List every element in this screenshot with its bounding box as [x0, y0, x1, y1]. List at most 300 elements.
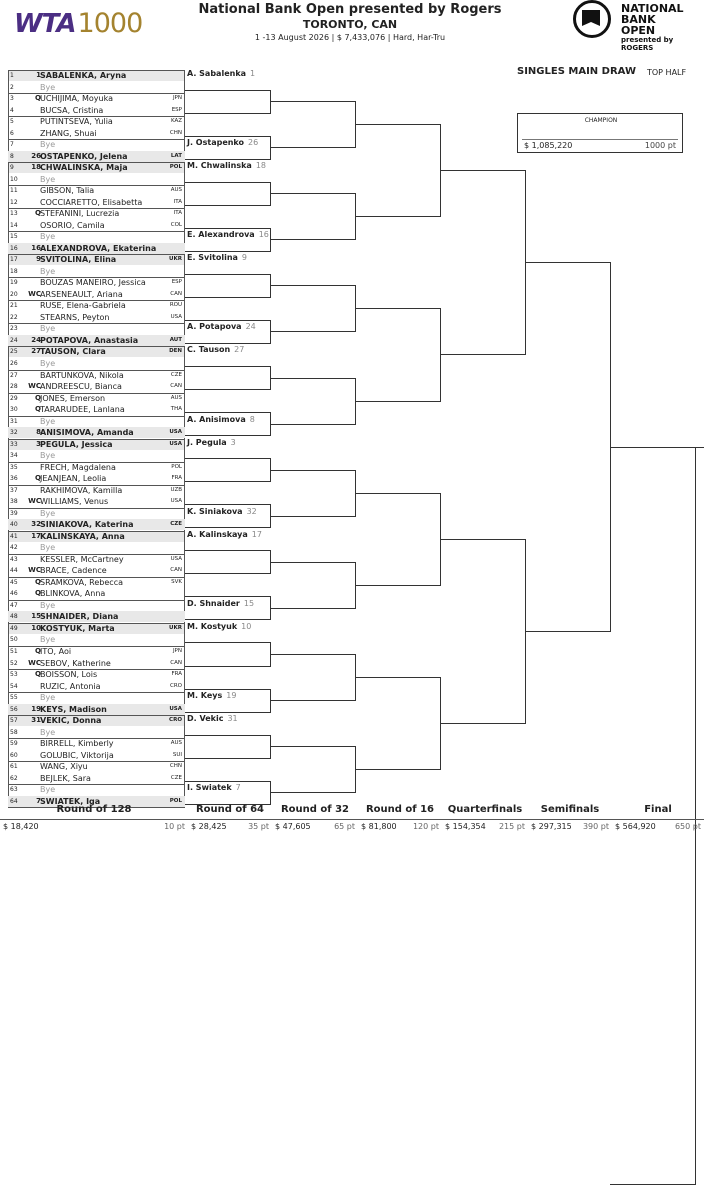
draw-position-number: 34: [10, 452, 18, 460]
footer-points: 120 pt: [412, 822, 439, 831]
player-name: ITO, Aoi: [40, 647, 72, 656]
draw-position-number: 33: [10, 440, 18, 448]
bracket-line: [185, 550, 270, 551]
bracket-line: [185, 343, 270, 344]
round2-winner: [187, 230, 269, 240]
draw-position-number: 6: [10, 129, 14, 137]
draw-position-number: 37: [10, 486, 18, 494]
seed-or-entry-status: 27: [31, 347, 41, 356]
country-code: ESP: [171, 106, 182, 113]
footer-round-name: Semifinals: [540, 804, 600, 815]
draw-position-number: 60: [10, 751, 18, 759]
draw-position-number: 8: [10, 152, 14, 160]
draw-position-number: 55: [10, 694, 18, 702]
draw-position-number: 64: [10, 797, 18, 805]
winner-name: M. Kostyuk: [187, 621, 238, 631]
draw-position-number: 31: [10, 417, 18, 425]
country-code: CZE: [170, 521, 182, 528]
seed-or-entry-status: 18: [31, 163, 41, 172]
footer-points: 390 pt: [582, 822, 609, 831]
seed-or-entry-status: WC: [28, 566, 41, 575]
round2-winner: [187, 161, 266, 171]
footer-prize: $ 297,315: [531, 822, 572, 831]
draw-position-number: 13: [10, 210, 18, 218]
draw-slot: [8, 773, 185, 784]
draw-position-number: 14: [10, 221, 18, 229]
seed-or-entry-status: Q: [35, 647, 41, 655]
draw-position-number: 35: [10, 463, 18, 471]
country-code: ESP: [171, 279, 182, 286]
player-name: SWIATEK, Iga: [40, 796, 101, 806]
player-name: Bye: [40, 785, 56, 795]
draw-position-number: 1: [10, 72, 14, 79]
player-name: WILLIAMS, Venus: [40, 497, 109, 507]
bracket-line: [355, 769, 440, 770]
footer-prize: $ 81,800: [361, 822, 397, 831]
sponsor-subtitle: presented by ROGERS: [621, 36, 674, 52]
round2-winner: [187, 138, 258, 148]
country-code: USA: [170, 498, 182, 505]
draw-slot: [8, 427, 185, 438]
footer-points: 35 pt: [248, 822, 269, 831]
player-name: SRAMKOVA, Rebecca: [40, 577, 123, 587]
footer-prize: $ 47,605: [275, 822, 311, 831]
winner-seed: 19: [226, 691, 237, 701]
sponsor-name-line: NATIONAL: [621, 2, 684, 15]
bracket-line: [185, 689, 270, 690]
player-name: GIBSON, Talia: [40, 186, 95, 196]
bracket-line: [355, 124, 440, 125]
bracket-line: [440, 354, 525, 355]
winner-seed: 27: [234, 345, 245, 355]
champion-points: 1000 pt: [644, 141, 676, 150]
player-name: SVITOLINA, Elina: [40, 255, 117, 265]
footer-round-name: Round of 32: [280, 804, 350, 815]
player-name: TARARUDEE, Lanlana: [40, 405, 125, 415]
draw-position-number: 38: [10, 498, 18, 506]
draw-position-number: 51: [10, 648, 18, 655]
draw-slot: [8, 220, 185, 231]
draw-slot: [8, 565, 185, 576]
draw-position-number: 30: [10, 406, 18, 414]
country-code: CAN: [170, 659, 182, 666]
country-code: SVK: [171, 578, 182, 585]
winner-name: E. Alexandrova: [187, 230, 255, 240]
logo-number: 1000: [77, 8, 143, 39]
bracket-line: [185, 435, 270, 436]
winner-name: M. Keys: [187, 691, 223, 701]
country-code: USA: [169, 705, 182, 712]
player-name: Bye: [40, 635, 56, 645]
footer-round-column: [528, 802, 612, 838]
round2-winner: [187, 530, 262, 540]
footer-divider: [612, 819, 704, 820]
country-code: AUS: [170, 740, 182, 747]
winner-name: J. Pegula: [187, 437, 227, 447]
country-code: CAN: [170, 567, 182, 574]
country-code: CRO: [170, 682, 182, 689]
bracket-line: [185, 412, 270, 413]
bracket-line: [185, 527, 270, 528]
draw-position-number: 4: [10, 106, 14, 114]
draw-slot: [8, 519, 185, 530]
player-name: SABALENKA, Aryna: [40, 71, 127, 80]
seed-or-entry-status: 9: [36, 255, 41, 264]
footer-round-column: [612, 802, 704, 838]
draw-slot: [8, 312, 185, 323]
bracket-line: [185, 712, 270, 713]
player-name: Bye: [40, 359, 56, 368]
footer-round-name: Round of 64: [195, 804, 265, 815]
player-name: ANDREESCU, Bianca: [40, 382, 122, 392]
player-name: SEBOV, Katherine: [40, 658, 111, 668]
bracket-line: [270, 700, 355, 701]
bracket-line: [270, 424, 355, 425]
country-code: USA: [170, 313, 182, 320]
winner-seed: 26: [248, 138, 259, 148]
bracket-line: [270, 101, 355, 102]
bracket-line: [185, 113, 270, 114]
draw-position-number: 21: [10, 302, 18, 310]
footer-prize: $ 564,920: [615, 822, 656, 831]
champion-prize: $ 1,085,220: [524, 141, 573, 150]
draw-position-number: 56: [10, 705, 18, 713]
bracket-line: [270, 608, 355, 609]
player-name: POTAPOVA, Anastasia: [40, 335, 139, 345]
draw-slot: [8, 335, 185, 346]
country-code: ITA: [173, 210, 182, 217]
footer-round-column: [188, 802, 272, 838]
country-code: CHN: [169, 763, 182, 770]
seed-or-entry-status: 31: [31, 716, 41, 725]
bracket-line: [270, 470, 355, 471]
seed-or-entry-status: Q: [35, 209, 41, 218]
draw-position-number: 22: [10, 313, 18, 321]
player-name: Bye: [40, 727, 56, 737]
country-code: POL: [171, 463, 182, 470]
seed-or-entry-status: 17: [31, 531, 41, 540]
round2-winner: [187, 599, 254, 609]
footer-round-column: [358, 802, 442, 838]
country-code: USA: [169, 440, 182, 447]
bracket-line: [185, 136, 270, 137]
round2-winner: [187, 783, 241, 793]
draw-position-number: 59: [10, 740, 18, 748]
tournament-info: 1 -13 August 2026 | $ 7,433,076 | Hard, Har-Tru: [254, 33, 446, 42]
country-code: FRA: [171, 671, 182, 678]
player-name: FRECH, Magdalena: [40, 462, 116, 472]
draw-slot: [8, 681, 185, 692]
round2-winner: [187, 253, 247, 263]
bracket-line: [270, 193, 355, 194]
sponsor-name-line: OPEN: [621, 24, 656, 37]
draw-slot: [8, 611, 185, 622]
winner-name: I. Swiatek: [187, 783, 232, 793]
footer-divider: [442, 819, 528, 820]
bracket-line: [185, 458, 270, 459]
seed-or-entry-status: 24: [31, 335, 41, 344]
seed-or-entry-status: Q: [35, 577, 41, 586]
round2-winner: [187, 622, 251, 632]
draw-position-number: 36: [10, 475, 18, 483]
seed-or-entry-status: 26: [31, 151, 41, 160]
round2-winner: [187, 438, 236, 448]
draw-position-number: 5: [10, 118, 14, 126]
player-name: UCHIJIMA, Moyuka: [40, 94, 113, 104]
footer-divider: [358, 819, 442, 820]
player-name: ANISIMOVA, Amanda: [40, 428, 134, 438]
player-name: ALEXANDROVA, Ekaterina: [40, 243, 157, 253]
draw-slot: [8, 266, 185, 277]
winner-seed: 9: [241, 253, 247, 263]
draw-position-number: 40: [10, 521, 18, 529]
bracket-line: [525, 631, 610, 632]
draw-position-number: 11: [10, 187, 18, 195]
bracket-line: [185, 205, 270, 206]
seed-or-entry-status: Q: [35, 393, 41, 402]
winner-name: A. Sabalenka: [187, 69, 247, 78]
seed-or-entry-status: 32: [31, 520, 41, 529]
country-code: JPN: [172, 648, 182, 654]
footer-points: 215 pt: [498, 822, 525, 831]
country-code: AUS: [170, 187, 182, 194]
country-code: FRA: [171, 475, 182, 482]
country-code: AUS: [170, 394, 182, 401]
draw-position-number: 52: [10, 659, 18, 667]
player-name: Bye: [40, 600, 56, 610]
player-name: Bye: [40, 451, 56, 461]
player-name: BIRRELL, Kimberly: [40, 739, 114, 749]
player-name: RAKHIMOVA, Kamilla: [40, 485, 123, 495]
seed-or-entry-status: Q: [35, 94, 41, 103]
bracket-line: [270, 331, 355, 332]
seed-or-entry-status: Q: [35, 589, 41, 598]
country-code: CRO: [169, 717, 182, 724]
player-name: ARSENEAULT, Ariana: [40, 289, 123, 299]
player-name: Bye: [40, 232, 56, 242]
country-code: AUT: [169, 336, 182, 343]
footer-round-column: [442, 802, 528, 838]
draw-position-number: 44: [10, 567, 18, 575]
winner-seed: 17: [251, 529, 262, 539]
draw-position-number: 58: [10, 728, 18, 736]
draw-slot: [8, 381, 185, 392]
draw-position-number: 20: [10, 290, 18, 298]
draw-position-number: 3: [10, 95, 14, 103]
player-name: KALINSKAYA, Anna: [40, 531, 125, 541]
player-name: RUZIC, Antonia: [40, 681, 101, 691]
bracket-line: [185, 596, 270, 597]
player-name: RUSE, Elena-Gabriela: [40, 301, 126, 311]
seed-or-entry-status: Q: [35, 474, 41, 483]
bracket-line: [185, 274, 270, 275]
seed-or-entry-status: 7: [36, 796, 41, 805]
player-name: JEANJEAN, Leolia: [40, 474, 107, 484]
draw-position-number: 42: [10, 544, 18, 552]
player-name: BOUZAS MANEIRO, Jessica: [40, 278, 146, 288]
draw-slot: [8, 82, 185, 93]
bracket-line: [355, 585, 440, 586]
draw-slot: [8, 105, 185, 116]
bracket-line: [525, 262, 610, 263]
winner-seed: 18: [255, 161, 266, 171]
winner-name: C. Tauson: [187, 345, 231, 355]
country-code: ROU: [169, 302, 182, 309]
player-name: JONES, Emerson: [40, 393, 106, 403]
country-code: ITA: [173, 198, 182, 205]
footer-round-name: Final: [644, 804, 672, 815]
country-code: KAZ: [170, 118, 182, 125]
country-code: CAN: [170, 290, 182, 297]
winner-seed: 16: [258, 230, 269, 240]
seed-or-entry-status: 10: [31, 623, 41, 632]
draw-slot: [8, 588, 185, 599]
draw-position-number: 48: [10, 613, 18, 621]
bracket-line: [440, 723, 525, 724]
draw-position-number: 26: [10, 360, 18, 367]
footer-round-column: [0, 802, 188, 838]
player-name: Bye: [40, 543, 56, 553]
player-name: BUCSA, Cristina: [40, 105, 104, 115]
country-code: UZB: [170, 486, 182, 493]
winner-name: J. Ostapenko: [187, 138, 245, 148]
bracket-line: [185, 366, 270, 367]
country-code: COL: [170, 221, 182, 228]
draw-position-number: 25: [10, 348, 18, 356]
winner-name: E. Svitolina: [187, 253, 238, 263]
draw-position-number: 47: [10, 601, 18, 609]
footer-round-name: Round of 128: [56, 804, 132, 815]
bracket-line: [185, 758, 270, 759]
country-code: CZE: [170, 371, 182, 378]
draw-position-number: 9: [10, 164, 14, 172]
bracket-line: [355, 677, 440, 678]
player-name: BARTUNKOVA, Nikola: [40, 370, 124, 380]
footer-prize: $ 154,354: [445, 822, 486, 831]
draw-position-number: 23: [10, 325, 18, 333]
draw-position-number: 15: [10, 233, 18, 241]
draw-position-number: 7: [10, 141, 14, 149]
bracket-line: [185, 389, 270, 390]
winner-seed: 32: [246, 506, 257, 516]
draw-position-number: 16: [10, 244, 18, 252]
bracket-line: [270, 285, 355, 286]
winner-name: A. Anisimova: [187, 414, 246, 424]
bracket-line: [185, 504, 270, 505]
country-code: CHN: [169, 129, 182, 136]
draw-position-number: 18: [10, 267, 18, 275]
seed-or-entry-status: WC: [28, 289, 41, 298]
player-name: BEJLEK, Sara: [40, 773, 91, 783]
draw-position-number: 2: [10, 83, 14, 91]
country-code: UKR: [169, 256, 182, 263]
draw-slot: [8, 128, 185, 139]
country-code: USA: [169, 429, 182, 436]
draw-position-number: 46: [10, 590, 18, 598]
bracket-line: [440, 539, 525, 540]
seed-or-entry-status: 15: [31, 612, 41, 621]
country-code: CZE: [170, 774, 182, 781]
draw-slot: [8, 151, 185, 162]
seed-or-entry-status: 3: [36, 439, 41, 448]
player-name: Bye: [40, 140, 56, 150]
winner-name: K. Siniakova: [187, 506, 243, 516]
winner-seed: 8: [249, 414, 255, 424]
country-code: UKR: [169, 624, 182, 631]
bracket-line: [185, 297, 270, 298]
round2-winner: [187, 322, 256, 332]
draw-position-number: 43: [10, 555, 18, 563]
footer-points: 10 pt: [164, 822, 185, 831]
bracket-line: [185, 735, 270, 736]
footer-points: 650 pt: [674, 822, 701, 831]
draw-slot: [8, 243, 185, 254]
draw-slot: [8, 542, 185, 553]
draw-slot: [8, 450, 185, 461]
bracket-line: [270, 378, 355, 379]
bracket-line: [355, 216, 440, 217]
bracket-line: [270, 654, 355, 655]
country-code: JPN: [172, 95, 182, 102]
round2-winner: [187, 714, 238, 724]
draw-slot: [8, 404, 185, 415]
bracket-line: [185, 320, 270, 321]
footer-prize: $ 28,425: [191, 822, 227, 831]
section-subtitle: TOP HALF: [647, 68, 687, 77]
draw-position-number: 17: [10, 256, 18, 264]
country-code: LAT: [170, 152, 182, 159]
player-name: COCCIARETTO, Elisabetta: [40, 197, 143, 207]
bracket-line: [185, 159, 270, 160]
footer-divider: [188, 819, 272, 820]
seed-or-entry-status: 16: [31, 243, 41, 252]
draw-position-number: 19: [10, 279, 18, 287]
country-code: USA: [170, 555, 182, 562]
seed-or-entry-status: WC: [28, 382, 41, 391]
logo-wta-text: WTA: [14, 9, 76, 39]
player-name: Bye: [40, 508, 56, 518]
footer-round-column: [272, 802, 358, 838]
draw-position-number: 12: [10, 198, 18, 206]
draw-position-number: 57: [10, 717, 18, 725]
player-name: Bye: [40, 416, 56, 426]
champion-label: CHAMPION: [584, 117, 618, 124]
draw-slot: [8, 727, 185, 738]
section-title: SINGLES MAIN DRAW: [517, 66, 636, 77]
seed-or-entry-status: WC: [28, 658, 41, 667]
winner-seed: 3: [230, 437, 236, 447]
player-name: TAUSON, Clara: [40, 347, 106, 357]
footer-round-name: Round of 16: [365, 804, 435, 815]
round2-winner: [187, 507, 257, 517]
footer-prize: $ 18,420: [3, 822, 39, 831]
draw-position-number: 10: [10, 175, 18, 183]
country-code: CAN: [170, 383, 182, 390]
bracket-line: [355, 493, 440, 494]
player-name: VEKIC, Donna: [40, 716, 102, 726]
draw-position-number: 32: [10, 429, 18, 437]
player-name: OSTAPENKO, Jelena: [40, 151, 128, 161]
tournament-city: TORONTO, CAN: [302, 18, 398, 31]
seed-or-entry-status: Q: [35, 405, 41, 414]
winner-name: A. Kalinskaya: [187, 529, 248, 539]
tournament-title: National Bank Open presented by Rogers: [198, 2, 502, 17]
seed-or-entry-status: 19: [31, 704, 41, 713]
player-name: KOSTYUK, Marta: [40, 623, 115, 633]
winner-seed: 10: [241, 621, 252, 631]
footer-divider: [528, 819, 612, 820]
seed-or-entry-status: 1: [36, 71, 41, 79]
